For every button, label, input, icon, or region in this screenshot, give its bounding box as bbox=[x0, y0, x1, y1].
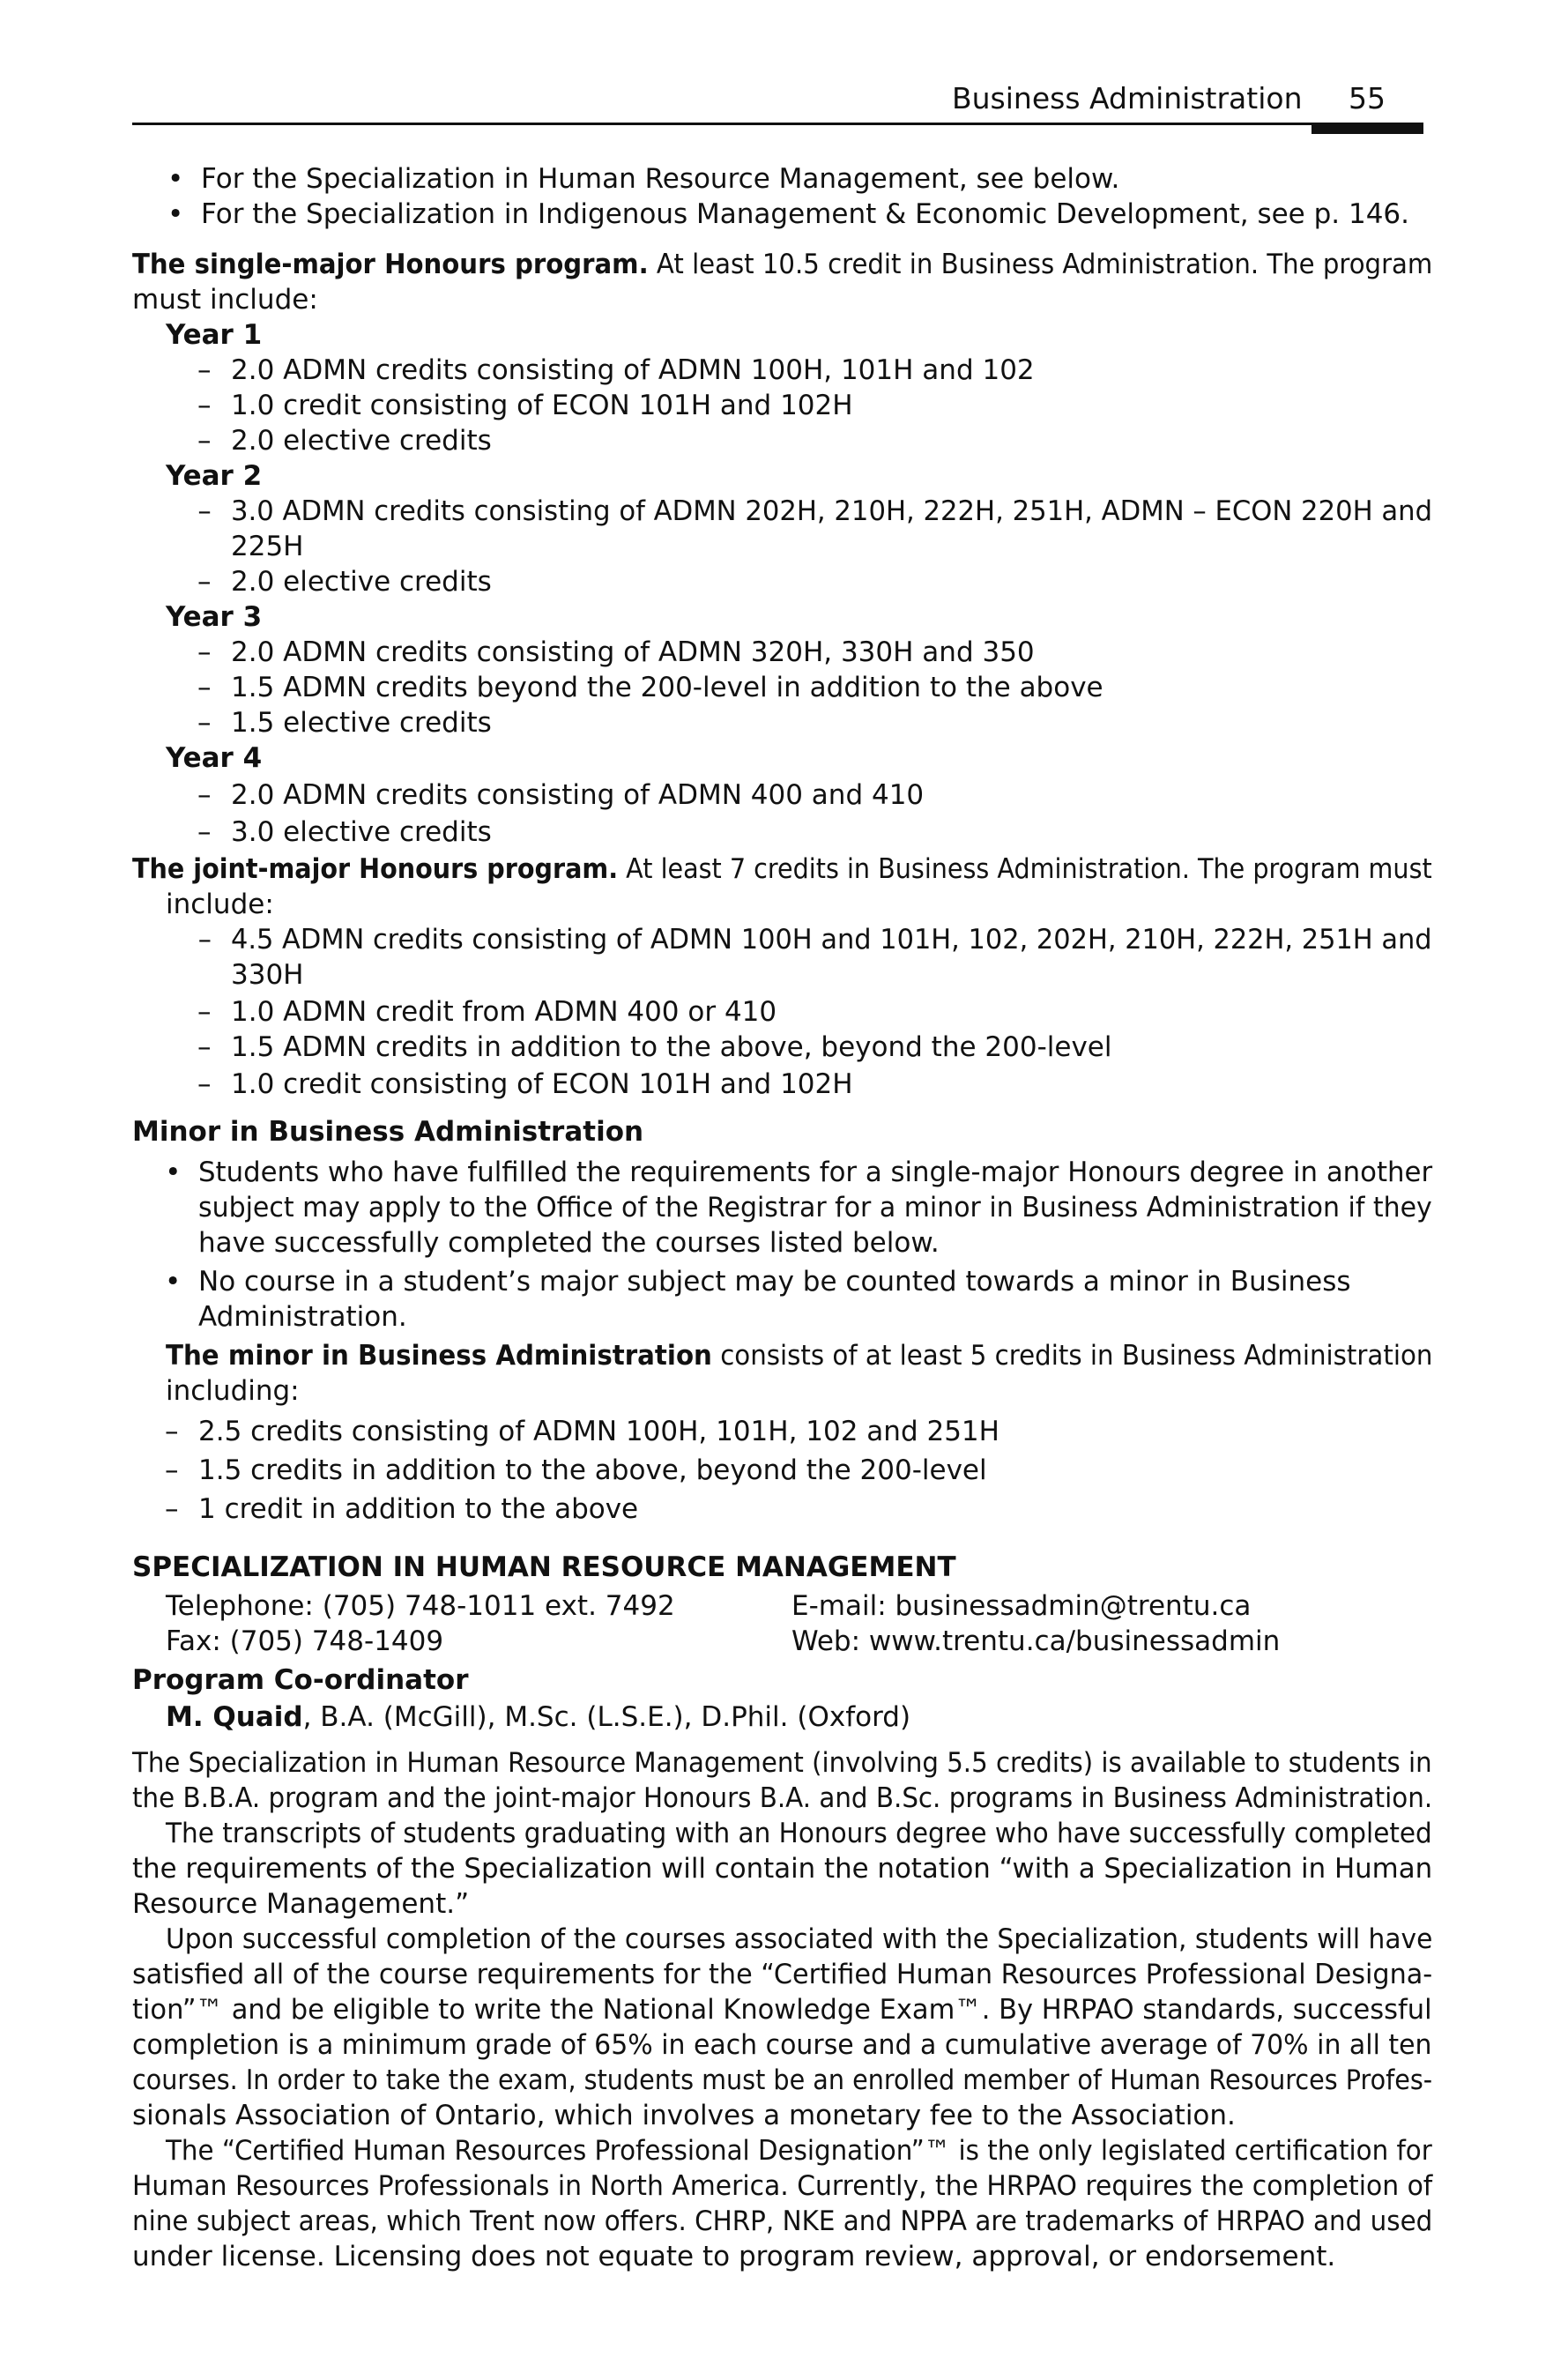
list-item: – 1.0 ADMN credit from ADMN 400 or 410 bbox=[231, 994, 776, 1030]
header-rule bbox=[132, 123, 1423, 125]
paragraph-line: under license. Licensing does not equate to program review, approval, or endorsement. bbox=[132, 2241, 1336, 2272]
email-text: E-mail: businessadmin@trentu.ca bbox=[791, 1590, 1252, 1622]
paragraph-line: Upon successful completion of the courses associated with the Specialization, students will have bbox=[166, 1923, 1433, 1955]
bullet-continuation: Administration. bbox=[198, 1301, 407, 1333]
list-item: – 2.0 ADMN credits consisting of ADMN 400 and 410 bbox=[231, 777, 924, 813]
list-item: – 3.0 elective credits bbox=[231, 814, 492, 850]
paragraph-line: sionals Association of Ontario, which involves a monetary fee to the Association. bbox=[132, 2100, 1236, 2131]
list-item: – 1 credit in addition to the above bbox=[198, 1491, 638, 1527]
paragraph-line: completion is a minimum grade of 65% in each course and a cumulative average of 70% in all ten bbox=[132, 2029, 1432, 2061]
list-item: – 1.5 ADMN credits in addition to the above, beyond the 200-level bbox=[231, 1030, 1111, 1065]
list-item: – 2.0 elective credits bbox=[231, 423, 492, 458]
paragraph-line: tion”™ and be eligible to write the National Knowledge Exam™. By HRPAO standards, successful bbox=[132, 1994, 1432, 2026]
list-item: – 2.5 credits consisting of ADMN 100H, 101H, 102 and 251H bbox=[198, 1414, 999, 1449]
coordinator-name: M. Quaid bbox=[166, 1701, 303, 1733]
coordinator-line: M. Quaid, B.A. (McGill), M.Sc. (L.S.E.), D.Phil. (Oxford) bbox=[166, 1701, 911, 1733]
paragraph-line: Human Resources Professionals in North America. Currently, the HRPAO requires the completion of bbox=[132, 2170, 1433, 2202]
single-major-lead: The single-major Honours program. bbox=[132, 249, 649, 280]
year-heading: Year 4 bbox=[166, 742, 263, 774]
list-item: – 1.5 elective credits bbox=[231, 705, 492, 740]
paragraph-line: satisfied all of the course requirements for the “Certified Human Resources Professional Designa- bbox=[132, 1959, 1433, 1990]
year-heading: Year 2 bbox=[166, 460, 263, 492]
specialization-heading: SPECIALIZATION IN HUMAN RESOURCE MANAGEMENT bbox=[132, 1551, 956, 1583]
minor-lead: The minor in Business Administration bbox=[166, 1340, 712, 1372]
bullet-continuation: subject may apply to the Office of the Registrar for a minor in Business Administration if they bbox=[198, 1192, 1432, 1223]
paragraph-line: include: bbox=[166, 889, 274, 920]
paragraph-line: the requirements of the Specialization will contain the notation “with a Specialization in Human bbox=[132, 1853, 1433, 1885]
list-item: – 2.0 ADMN credits consisting of ADMN 320H, 330H and 350 bbox=[231, 635, 1035, 670]
page-number: 55 bbox=[1349, 81, 1386, 115]
bullet-continuation: have successfully completed the courses listed below. bbox=[198, 1227, 940, 1259]
telephone-text: Telephone: (705) 748-1011 ext. 7492 bbox=[166, 1590, 675, 1622]
list-item: – 2.0 ADMN credits consisting of ADMN 100H, 101H and 102 bbox=[231, 353, 1035, 388]
bullet-item: • Students who have fulfilled the requirements for a single-major Honours degree in another bbox=[198, 1155, 1432, 1190]
paragraph-line: the B.B.A. program and the joint-major Honours B.A. and B.Sc. programs in Business Administration. bbox=[132, 1782, 1433, 1814]
paragraph-line: The Specialization in Human Resource Management (involving 5.5 credits) is available to students in bbox=[132, 1747, 1432, 1779]
fax-text: Fax: (705) 748-1409 bbox=[166, 1625, 444, 1657]
joint-major-paragraph: The joint-major Honours program. At least 7 credits in Business Administration. The program must bbox=[132, 853, 1432, 885]
bullet-item: • For the Specialization in Indigenous Management & Economic Development, see p. 146. bbox=[201, 197, 1409, 232]
joint-major-lead: The joint-major Honours program. bbox=[132, 853, 619, 885]
running-header-section: Business Administration bbox=[952, 81, 1303, 115]
header-tab-marker bbox=[1312, 123, 1423, 134]
paragraph-line: The transcripts of students graduating with an Honours degree who have successfully completed bbox=[166, 1818, 1432, 1849]
paragraph-line: courses. In order to take the exam, students must be an enrolled member of Human Resources Profes- bbox=[132, 2064, 1433, 2096]
list-item: – 2.0 elective credits bbox=[231, 564, 492, 599]
paragraph-line: must include: bbox=[132, 284, 318, 316]
single-major-paragraph: The single-major Honours program. At least 10.5 credit in Business Administration. The program bbox=[132, 249, 1433, 280]
paragraph-line: including: bbox=[166, 1375, 300, 1407]
list-item: – 3.0 ADMN credits consisting of ADMN 202H, 210H, 222H, 251H, ADMN – ECON 220H and bbox=[231, 494, 1432, 529]
list-item: – 1.5 ADMN credits beyond the 200-level in addition to the above bbox=[231, 670, 1103, 705]
list-item: – 1.5 credits in addition to the above, beyond the 200-level bbox=[198, 1453, 987, 1488]
minor-heading: Minor in Business Administration bbox=[132, 1116, 644, 1148]
minor-paragraph: The minor in Business Administration consists of at least 5 credits in Business Administration bbox=[166, 1340, 1433, 1372]
year-heading: Year 1 bbox=[166, 319, 263, 351]
list-item: – 1.0 credit consisting of ECON 101H and 102H bbox=[231, 388, 853, 423]
year-heading: Year 3 bbox=[166, 601, 263, 633]
list-item-continuation: 330H bbox=[231, 959, 304, 991]
list-item-continuation: 225H bbox=[231, 531, 304, 562]
web-text: Web: www.trentu.ca/businessadmin bbox=[791, 1625, 1281, 1657]
bullet-item: • For the Specialization in Human Resource Management, see below. bbox=[201, 161, 1119, 197]
list-item: – 4.5 ADMN credits consisting of ADMN 100H and 101H, 102, 202H, 210H, 222H, 251H and bbox=[231, 922, 1432, 957]
paragraph-line: nine subject areas, which Trent now offers. CHRP, NKE and NPPA are trademarks of HRPAO and used bbox=[132, 2205, 1433, 2237]
paragraph-line: The “Certified Human Resources Professional Designation”™ is the only legislated certification for bbox=[166, 2135, 1432, 2167]
list-item: – 1.0 credit consisting of ECON 101H and 102H bbox=[231, 1067, 853, 1102]
bullet-item: • No course in a student’s major subject may be counted towards a minor in Business bbox=[198, 1264, 1351, 1299]
paragraph-line: Resource Management.” bbox=[132, 1888, 470, 1920]
coordinator-heading: Program Co-ordinator bbox=[132, 1664, 469, 1696]
